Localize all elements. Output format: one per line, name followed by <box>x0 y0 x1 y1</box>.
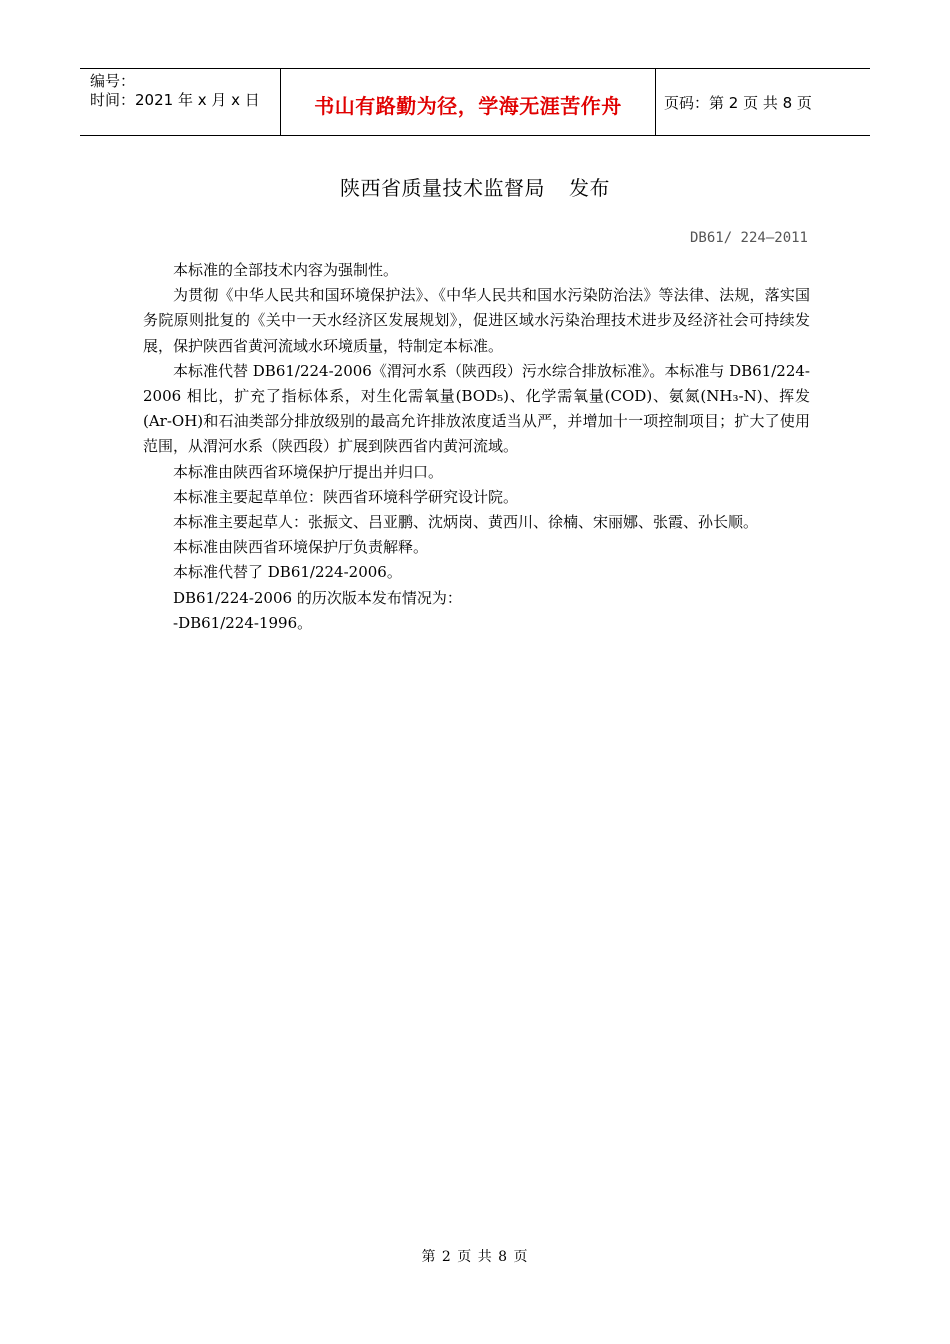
publisher-line <box>0 172 950 201</box>
publisher-action: 发布 <box>569 176 610 200</box>
standard-code: DB61/ 224—2011 <box>689 230 808 246</box>
page-header <box>80 68 870 136</box>
paragraph: DB61/224-2006 的历次版本发布情况为： <box>173 588 462 607</box>
header-motto: 书山有路勤为径，学海无涯苦作舟 <box>280 69 656 135</box>
body-text <box>143 258 810 636</box>
number-label: 编号： <box>90 72 136 90</box>
header-meta <box>80 69 280 135</box>
paragraph: 本标准主要起草单位：陕西省环境科学研究设计院。 <box>173 487 519 506</box>
paragraph: 本标准的全部技术内容为强制性。 <box>173 261 399 279</box>
paragraph: 为贯彻《中华人民共和国环境保护法》、《中华人民共和国水污染防治法》等法律、法规，落实国务院原则批复的《关中一天水经济区发展规划》，促进区域水污染治理技术进步及经济社会可持续发展，保护陕西省黄河流域水环境质量，特制定本标准。 <box>143 286 810 355</box>
paragraph: 本标准由陕西省环境保护厅提出并归口。 <box>173 462 444 481</box>
page-footer: 第 2 页 共 8 页 <box>421 1249 529 1265</box>
paragraph: 本标准代替了 DB61/224-2006。 <box>173 563 402 582</box>
header-page-info: 页码：第 2 页 共 8 页 <box>664 93 812 112</box>
paragraph: 本标准代替 DB61/224-2006《渭河水系（陕西段）污水综合排放标准》。本标准与 DB61/224-2006 相比，扩充了指标体系，对生化需氧量(BOD₅)、化学需氧量(COD)、氨氮(NH₃-N)、挥发(Ar-OH)和石油类部分排放级别的最高允许排放浓度适当从严，并增加十一项控制项目；扩大了使用范围，从渭河水系（陕西段）扩展到陕西省内黄河流域。 <box>143 361 810 456</box>
time-label: 时间：2021 年 x 月 x 日 <box>90 91 260 109</box>
paragraph: 本标准主要起草人：张振文、吕亚鹏、沈炳岗、黄西川、徐楠、宋丽娜、张霞、孙长顺。 <box>173 513 759 532</box>
paragraph: -DB61/224-1996。 <box>173 613 313 632</box>
paragraph: 本标准由陕西省环境保护厅负责解释。 <box>173 538 429 557</box>
publisher-name: 陕西省质量技术监督局 <box>340 176 545 200</box>
